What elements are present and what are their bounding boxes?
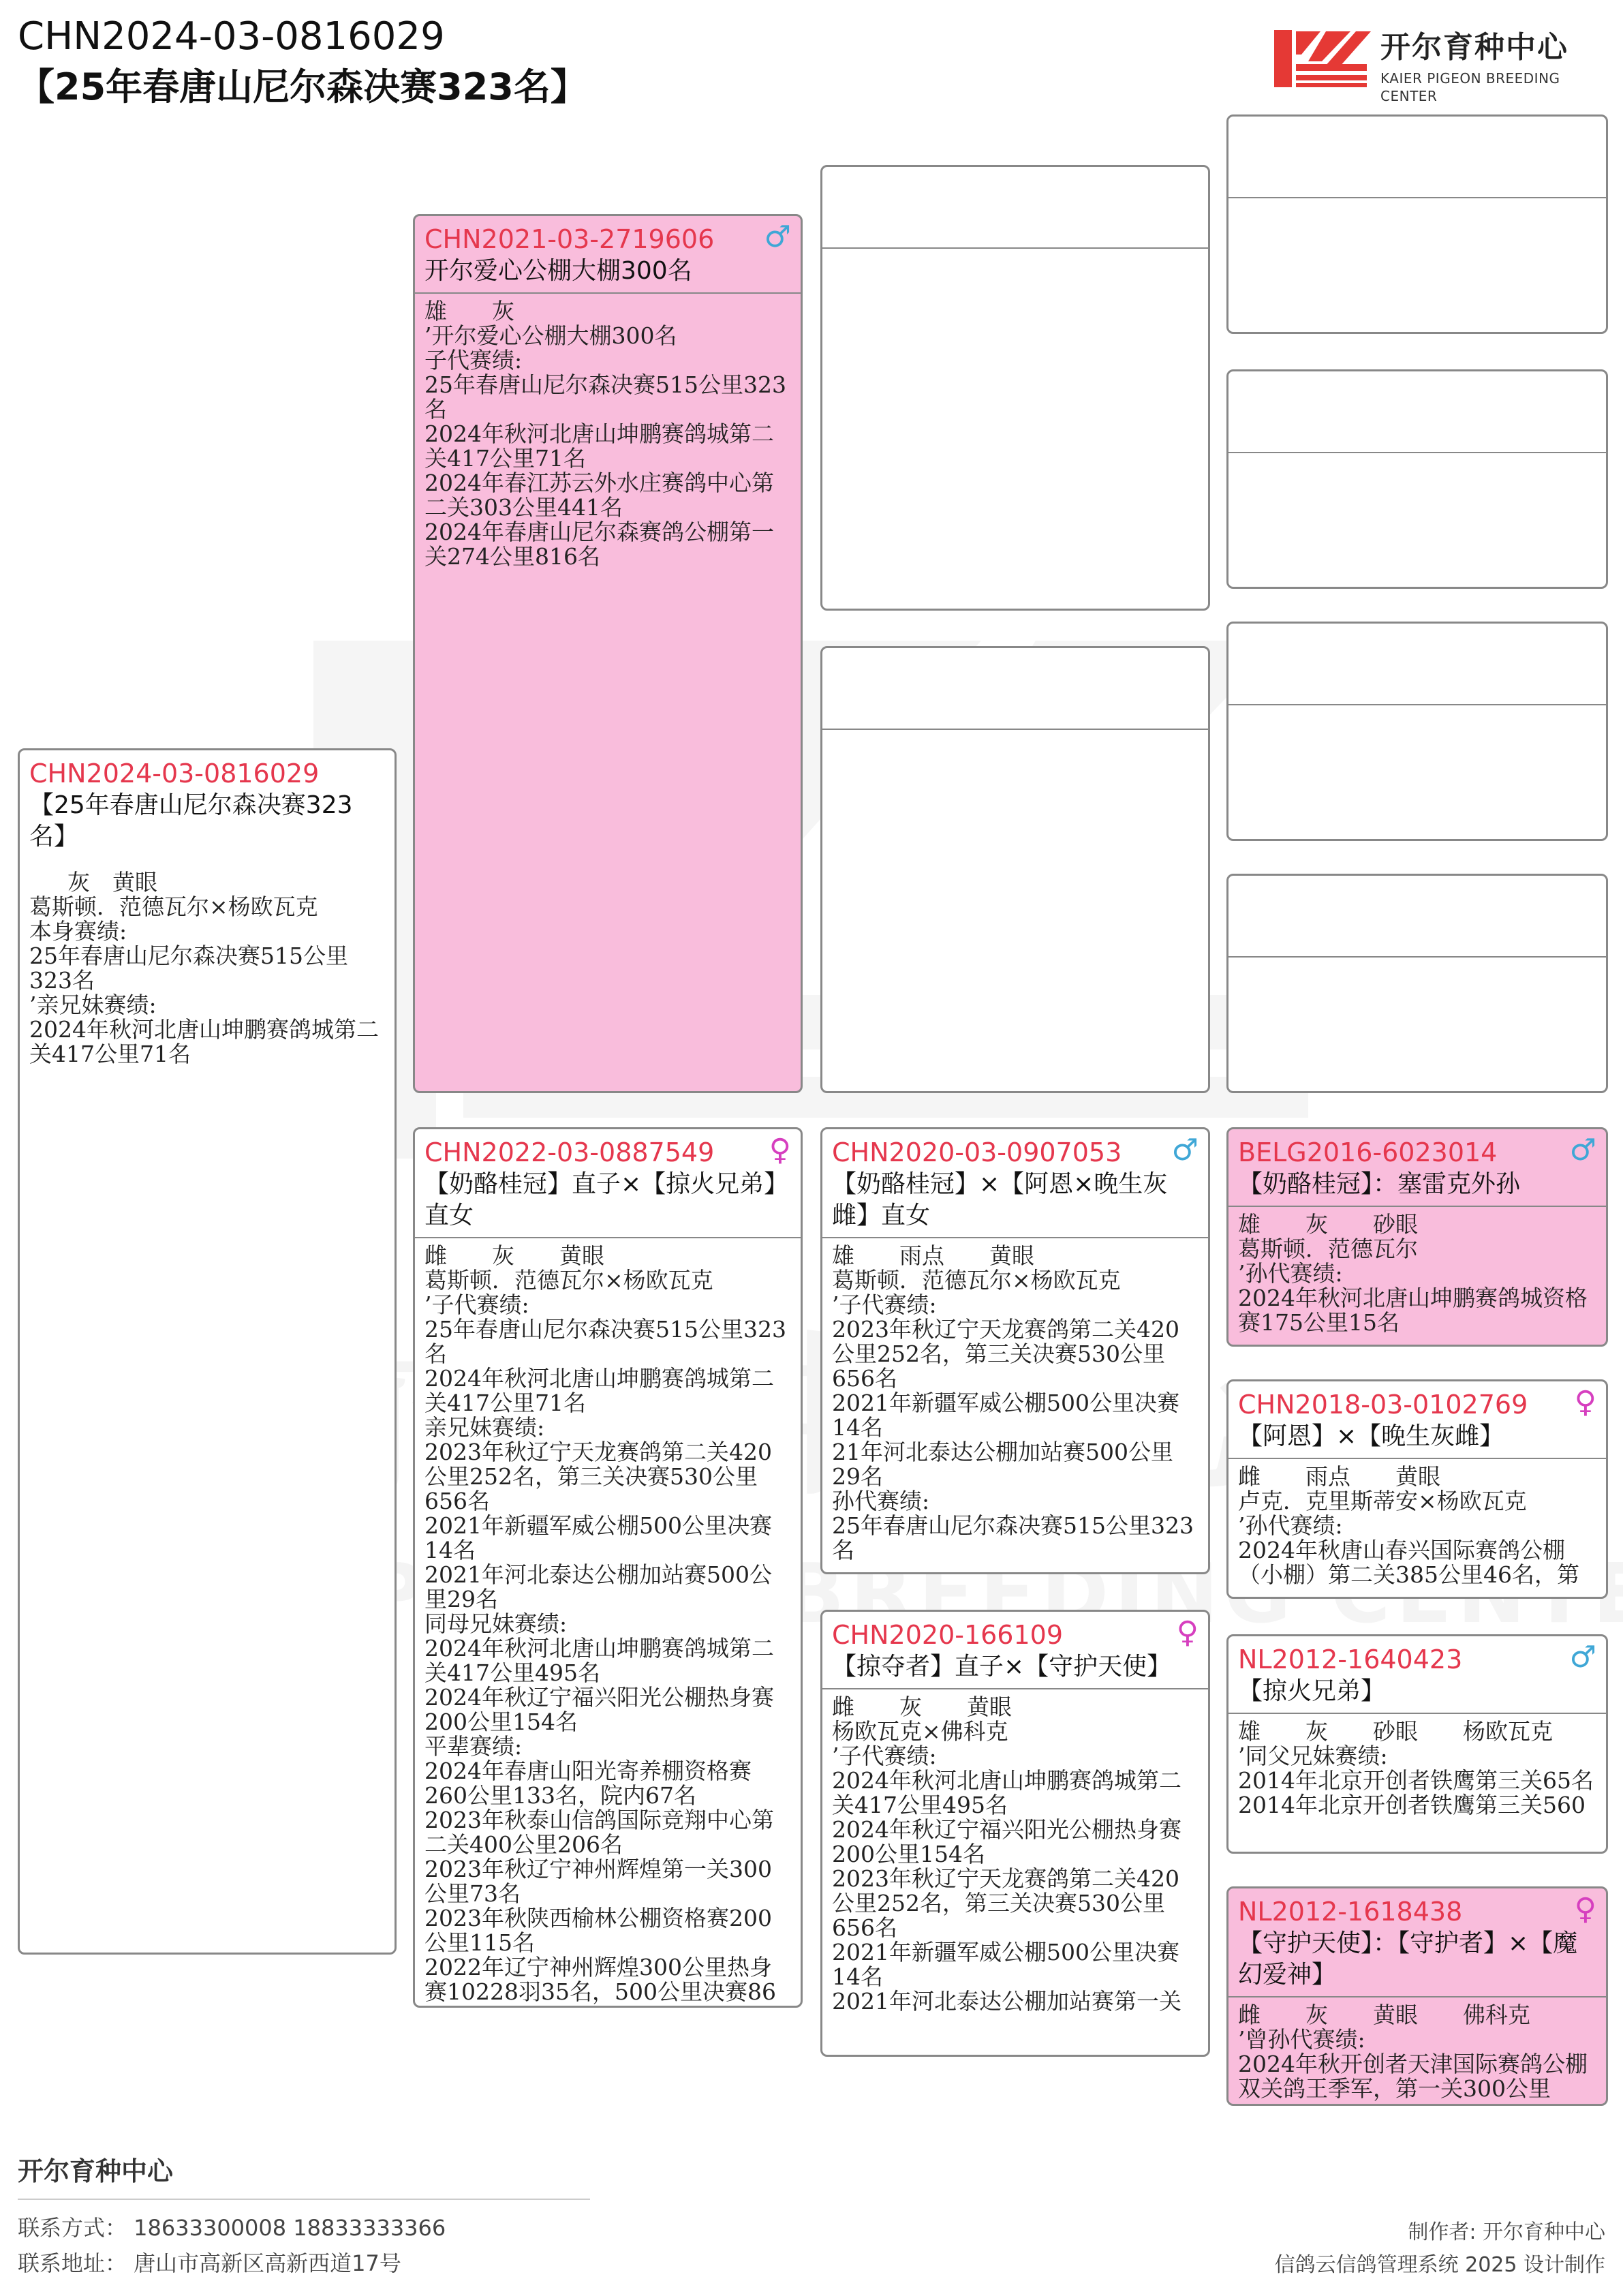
male-icon: ♂ (764, 219, 791, 254)
detail-line: 2024年秋辽宁福兴阳光公棚热身赛200公里154名 (424, 1684, 774, 1735)
detail-line: 雄 灰 砂眼 (1238, 1211, 1418, 1238)
subject-card[interactable] (18, 748, 397, 1955)
ddam-sire-name: 【掠火兄弟】 (1238, 1677, 1386, 1705)
dam-sire-details (822, 1238, 1208, 1568)
dam-dam-card[interactable] (820, 1610, 1210, 2057)
sire-dam-empty-card[interactable] (820, 646, 1210, 1093)
detail-line: 2024年秋河北唐山坤鹏赛鸽城第二关417公里71名 (424, 1365, 774, 1416)
detail-line: ’亲兄妹赛绩: (29, 992, 157, 1018)
detail-line: 2024年秋河北唐山坤鹏赛鸽城资格赛175公里15名 (1238, 1285, 1588, 1336)
detail-line: 25年春唐山尼尔森决赛515公里323名 (832, 1512, 1194, 1563)
detail-line: 葛斯顿．范德瓦尔×杨欧瓦克 (832, 1267, 1121, 1294)
detail-line: 2023年秋辽宁神州辉煌第一关300公里73名 (424, 1856, 772, 1907)
ggp-empty-card-3[interactable] (1226, 622, 1608, 841)
dsire-sire-card[interactable] (1226, 1127, 1608, 1347)
ddam-dam-ring: NL2012-1618438 (1238, 1897, 1463, 1927)
footer-contact: 联系方式： 18633300008 18833333366 (18, 2215, 446, 2241)
dsire-sire-details (1228, 1207, 1606, 1341)
dsire-dam-name: 【阿恩】×【晚生灰雌】 (1238, 1422, 1504, 1450)
ddam-dam-details (1228, 1997, 1606, 2106)
brand-logo (1271, 26, 1605, 104)
male-icon: ♂ (1569, 1640, 1596, 1674)
sire-card[interactable] (413, 214, 803, 1093)
detail-line: 2024年秋河北唐山坤鹏赛鸽城第二关417公里495名 (424, 1635, 774, 1686)
ggp-empty-card-4[interactable] (1226, 874, 1608, 1093)
page-title: 【25年春唐山尼尔森决赛323名】 (18, 65, 587, 108)
ddam-sire-ring: NL2012-1640423 (1238, 1644, 1463, 1674)
ddam-dam-name: 【守护天使】：【守护者】×【魔幻爱神】 (1238, 1929, 1578, 1989)
dam-card[interactable] (413, 1127, 803, 2008)
dam-dam-ring: CHN2020-166109 (832, 1620, 1064, 1650)
female-icon: ♀ (769, 1133, 791, 1167)
ddam-sire-details (1228, 1714, 1606, 1823)
footer-divider (18, 2199, 590, 2200)
detail-line: 雌 灰 黄眼 佛科克 (1238, 2002, 1530, 2028)
detail-line: 雄 灰 砂眼 杨欧瓦克 (1238, 1718, 1553, 1745)
detail-line: 25年春唐山尼尔森决赛515公里323名 (29, 943, 348, 994)
detail-line: 2024年秋河北唐山坤鹏赛鸽城第二关417公里71名 (424, 420, 774, 472)
detail-line: 2023年秋泰山信鸽国际竞翔中心第二关400公里206名 (424, 1807, 774, 1858)
female-icon: ♀ (1574, 1385, 1596, 1420)
detail-line: 孙代赛绩: (832, 1488, 930, 1514)
page-ring-id: CHN2024-03-0816029 (18, 14, 445, 59)
ggp-empty-card-2[interactable] (1226, 369, 1608, 589)
detail-line: ’孙代赛绩: (1238, 1512, 1343, 1539)
detail-line: 2021年新疆军威公棚500公里决赛14名 (424, 1512, 772, 1563)
male-icon: ♂ (1171, 1133, 1199, 1167)
sire-details (415, 294, 801, 575)
detail-line: ’同父兄妹赛绩: (1238, 1743, 1388, 1769)
dsire-sire-name: 【奶酪桂冠】：塞雷克外孙 (1238, 1170, 1521, 1198)
detail-line: 雄 灰 (424, 298, 514, 324)
female-icon: ♀ (1176, 1615, 1199, 1650)
detail-line: ’曾孙代赛绩: (1238, 2026, 1365, 2053)
ddam-dam-card[interactable] (1226, 1886, 1608, 2106)
male-icon: ♂ (1569, 1133, 1596, 1167)
subject-ring: CHN2024-03-0816029 (29, 759, 320, 789)
footer-address: 联系地址： 唐山市高新区高新西道17号 (18, 2250, 401, 2276)
detail-line: ’子代赛绩: (424, 1291, 529, 1318)
detail-line: 2023年秋陕西榆林公棚资格赛200公里115名 (424, 1905, 772, 1956)
footer-org-name: 开尔育种中心 (18, 2156, 174, 2186)
detail-line: 子代赛绩: (424, 347, 523, 373)
dam-dam-details (822, 1689, 1208, 2019)
detail-line: 本身赛绩: (29, 918, 127, 945)
detail-line: 灰 黄眼 (67, 869, 157, 896)
subject-details (20, 858, 395, 1072)
dam-sire-ring: CHN2020-03-0907053 (832, 1137, 1122, 1167)
detail-line: 2021年河北泰达公棚加站赛500公里29名 (424, 1561, 772, 1612)
footer-system: 信鸽云信鸽管理系统 2025 设计制作 (1274, 2253, 1605, 2277)
detail-line: 2024年春唐山尼尔森赛鸽公棚第一关274公里816名 (424, 519, 774, 570)
detail-line: 2024年春江苏云外水庄赛鸽中心第二关303公里441名 (424, 470, 774, 521)
subject-name: 【25年春唐山尼尔森决赛323名】 (29, 791, 353, 851)
ddam-sire-card[interactable] (1226, 1634, 1608, 1854)
dam-ring: CHN2022-03-0887549 (424, 1137, 715, 1167)
sire-name: 开尔爱心公棚大棚300名 (424, 257, 692, 285)
detail-line: 2024年秋辽宁福兴阳光公棚热身赛200公里154名 (832, 1816, 1181, 1867)
dsire-dam-card[interactable] (1226, 1379, 1608, 1599)
detail-line: 平辈赛绩: (424, 1733, 523, 1760)
dsire-sire-ring: BELG2016-6023014 (1238, 1137, 1498, 1167)
detail-line: ’开尔爱心公棚大棚300名 (424, 322, 677, 349)
detail-line: 21年河北泰达公棚加站赛500公里29名 (832, 1439, 1173, 1490)
dam-dam-name: 【掠夺者】直子×【守护天使】 (832, 1653, 1172, 1681)
dam-sire-name: 【奶酪桂冠】×【阿恩×晚生灰雌】直女 (832, 1170, 1168, 1229)
dam-details (415, 1238, 801, 2008)
sire-ring: CHN2021-03-2719606 (424, 224, 715, 254)
detail-line: 同母兄妹赛绩: (424, 1610, 568, 1637)
ggp-empty-card-1[interactable] (1226, 114, 1608, 334)
detail-line: 2024年秋开创者天津国际赛鸽公棚双关鸽王季军，第一关300公里 (1238, 2051, 1588, 2102)
kaier-logo-icon (1271, 26, 1374, 91)
detail-line: ’子代赛绩: (832, 1291, 937, 1318)
detail-line: 雄 雨点 黄眼 (832, 1242, 1034, 1269)
detail-line: ’孙代赛绩: (1238, 1260, 1343, 1287)
detail-line: 2024年秋唐山春兴国际赛鸽公棚（小棚）第二关385公里46名，第 (1238, 1537, 1579, 1588)
detail-line: 雌 灰 黄眼 (832, 1694, 1012, 1720)
logo-name-cn: 开尔育种中心 (1380, 30, 1568, 65)
detail-line: 2014年北京开创者铁鹰第三关65名 (1238, 1767, 1594, 1794)
dam-sire-card[interactable] (820, 1127, 1210, 1574)
detail-line: 2024年春唐山阳光寄养棚资格赛260公里133名，院内67名 (424, 1758, 752, 1809)
detail-line: 2024年秋河北唐山坤鹏赛鸽城第二关417公里495名 (832, 1767, 1181, 1818)
female-icon: ♀ (1574, 1892, 1596, 1927)
detail-line: 2021年新疆军威公棚500公里决赛14名 (832, 1390, 1179, 1441)
detail-line: 2021年河北泰达公棚加站赛第一关 (832, 1988, 1181, 2015)
footer-maker: 制作者: 开尔育种中心 (1408, 2220, 1605, 2244)
detail-line: 2024年秋河北唐山坤鹏赛鸽城第二关417公里71名 (29, 1016, 379, 1067)
detail-line: 葛斯顿．范德瓦尔 (1238, 1236, 1418, 1262)
detail-line: 2023年秋辽宁天龙赛鸽第二关420公里252名，第三关决赛530公里656名 (832, 1865, 1179, 1941)
detail-line: 雌 雨点 黄眼 (1238, 1463, 1440, 1490)
sire-sire-empty-card[interactable] (820, 165, 1210, 611)
detail-line: 25年春唐山尼尔森决赛515公里323名 (424, 371, 786, 423)
detail-line: 2014年北京开创者铁鹰第三关560 (1238, 1792, 1586, 1818)
detail-line: ’子代赛绩: (832, 1743, 937, 1769)
detail-line: 2021年新疆军威公棚500公里决赛14名 (832, 1939, 1179, 1990)
dsire-dam-ring: CHN2018-03-0102769 (1238, 1390, 1528, 1420)
dam-name: 【奶酪桂冠】直子×【掠火兄弟】直女 (424, 1170, 789, 1229)
detail-line: 2023年秋辽宁天龙赛鸽第二关420公里252名，第三关决赛530公里656名 (832, 1316, 1179, 1392)
detail-line: 2022年辽宁神州辉煌300公里热身赛10228羽35名，500公里决赛86 (424, 1954, 776, 2005)
logo-name-en: KAIER PIGEON BREEDING CENTER (1380, 70, 1560, 104)
detail-line: 葛斯顿．范德瓦尔×杨欧瓦克 (29, 893, 318, 920)
detail-line: 2023年秋辽宁天龙赛鸽第二关420公里252名，第三关决赛530公里656名 (424, 1439, 772, 1514)
detail-line: 亲兄妹赛绩: (424, 1414, 545, 1441)
dsire-dam-details (1228, 1459, 1606, 1593)
detail-line: 葛斯顿．范德瓦尔×杨欧瓦克 (424, 1267, 713, 1294)
detail-line: 杨欧瓦克×佛科克 (832, 1718, 1008, 1745)
detail-line: 卢克．克里斯蒂安×杨欧瓦克 (1238, 1488, 1527, 1514)
detail-line: 雌 灰 黄眼 (424, 1242, 604, 1269)
detail-line: 25年春唐山尼尔森决赛515公里323名 (424, 1316, 786, 1367)
